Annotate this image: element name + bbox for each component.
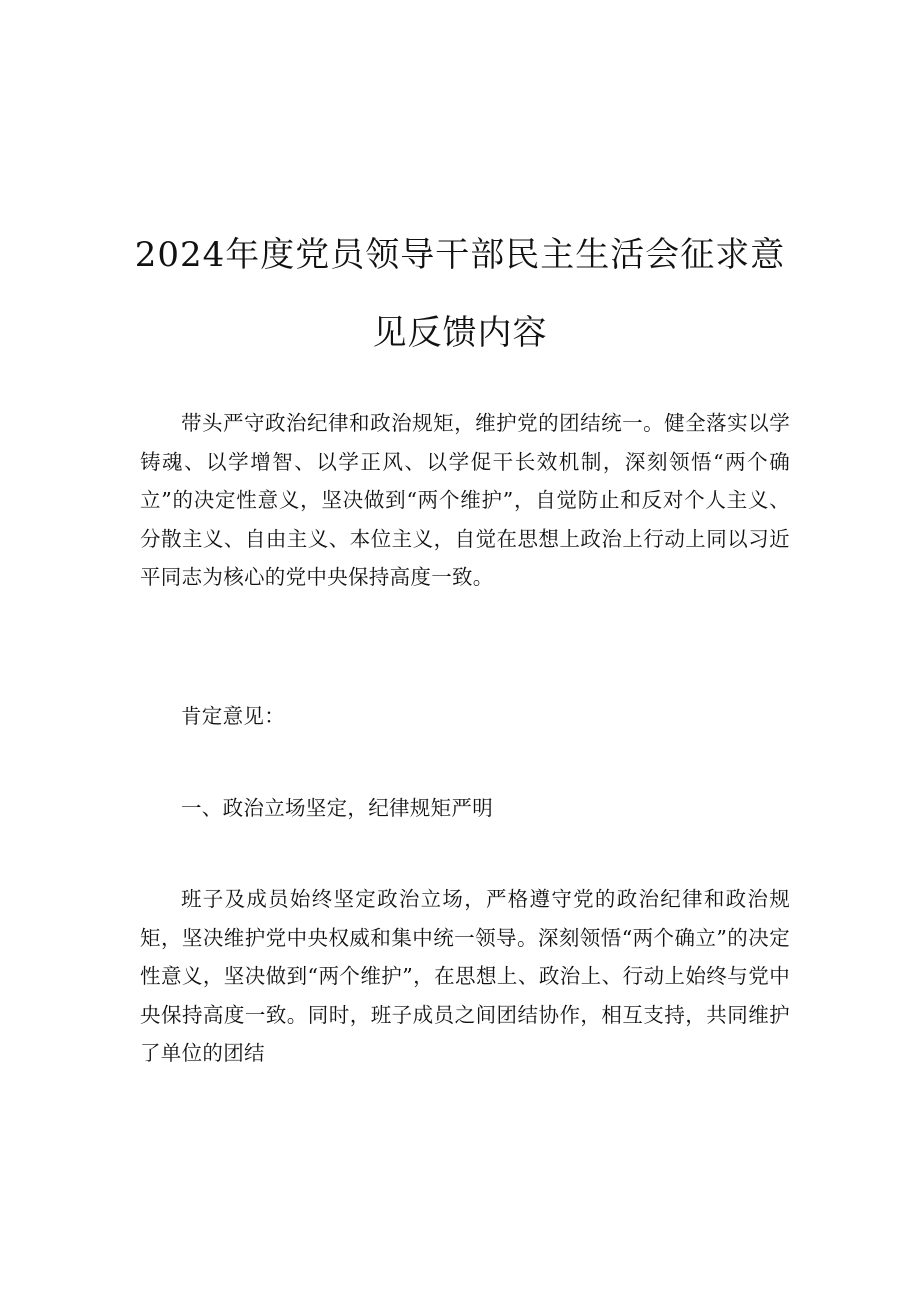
- paragraph-section-1-body: 班子及成员始终坚定政治立场，严格遵守党的政治纪律和政治规矩，坚决维护党中央权威和集中统一领导。深刻领悟“两个确立”的决定性意义，坚决做到“两个维护”，在思想上、政治上、行动上始终与党中央保持高度一致。同时，班子成员之间团结协作，相互支持，共同维护了单位的团结: [140, 887, 790, 1065]
- title-line-1: 2024年度党员领导干部民主生活会征求意: [134, 235, 786, 275]
- paragraph-positive-feedback-heading: 肯定意见：: [181, 704, 285, 728]
- section-heading-1: 一、政治立场坚定，纪律规矩严明: [181, 796, 493, 820]
- title-line-2: 见反馈内容: [372, 313, 548, 353]
- paragraph-intro: 带头严守政治纪律和政治规矩，维护党的团结统一。健全落实以学铸魂、以学增智、以学正风、以学促干长效机制，深刻领悟“两个确立”的决定性意义，坚决做到“两个维护”，自觉防止和反对个人主义、分散主义、自由主义、本位主义，自觉在思想上政治上行动上同以习近平同志为核心的党中央保持高度一致。: [140, 411, 790, 589]
- document-title: [120, 216, 800, 372]
